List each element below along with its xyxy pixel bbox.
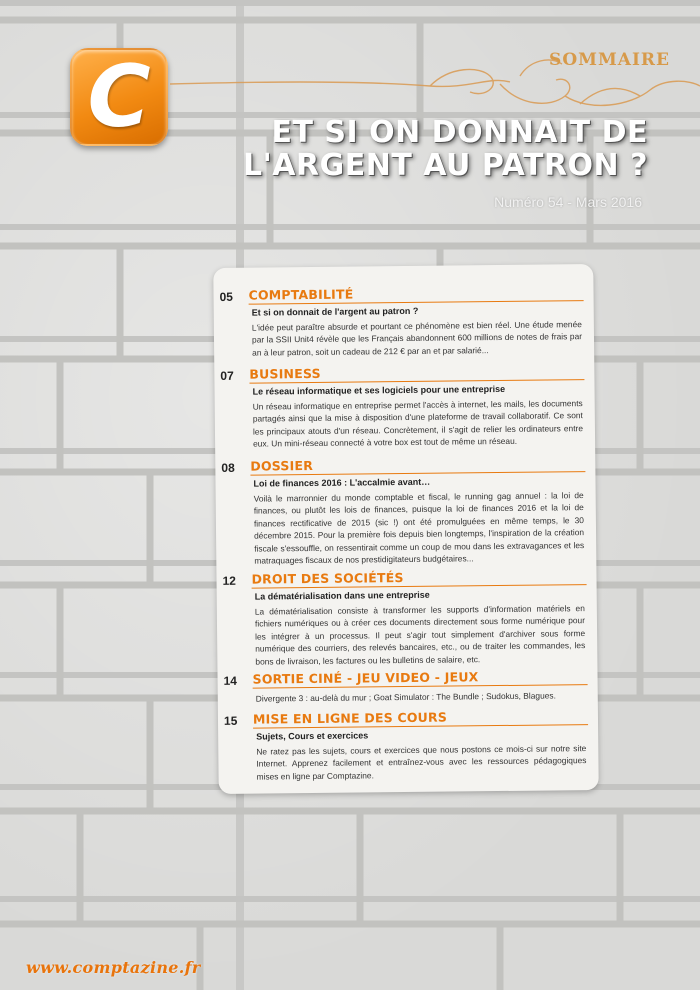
- toc-section-title: BUSINESS: [249, 365, 321, 382]
- cover-headline: [148, 116, 648, 182]
- logo-letter: C: [87, 47, 151, 147]
- toc-section-title: MISE EN LIGNE DES COURS: [252, 709, 448, 727]
- website-link[interactable]: www.comptazine.fr: [26, 958, 201, 977]
- toc-section-title: SORTIE CINÉ - JEU VIDEO - JEUX: [252, 669, 479, 687]
- toc-subtitle: Le réseau informatique et ses logiciels pour une entreprise: [252, 383, 506, 397]
- toc-subtitle: Loi de finances 2016 : L'accalmie avant…: [253, 476, 431, 489]
- toc-summary: Un réseau informatique en entreprise permet l'accès à internet, les mails, les documents partagés ainsi que la mise à disposition d'une plateforme de travail collaboratif. Ce sont les principaux atouts d'un réseau. Concrètement, il s'agit de relier les ordinateurs entre eux. Un mini-réseau connecté à votre box est tout de même un réseau.: [252, 398, 584, 449]
- toc-page-number: 15: [223, 713, 238, 728]
- toc-entry: [216, 570, 596, 667]
- headline-line-1: ET SI ON DONNAIT DE: [271, 115, 648, 150]
- toc-subtitle: La dématérialisation dans une entreprise: [254, 589, 430, 602]
- toc-subtitle: Et si on donnait de l'argent au patron ?: [251, 305, 419, 318]
- toc-summary: Voilà le marronnier du monde comptable et fiscal, le running gag annuel : la loi de finances, ou plutôt les lois de finances, puisque la loi de finances 2016 et la loi de finances rectificative de 2015 (sic !) ont été promulguées en même temps, le 30 décembre 2015. Pour la première fois depuis bien longtemps, l'inspiration de la création fiscale s'essouffle, on ressentirait comme un coup de mou dans les extravagances et les matraquages fiscaux de nos prestidigitateurs budgétaires...: [253, 490, 585, 566]
- toc-page-number: 08: [221, 460, 235, 475]
- toc-page-number: 07: [220, 368, 234, 383]
- toc-section-title: DOSSIER: [250, 457, 314, 474]
- toc-page-number: 12: [222, 573, 236, 588]
- section-label: SOMMAIRE: [549, 50, 670, 70]
- toc-entry: [218, 709, 598, 782]
- headline-line-2: L'ARGENT AU PATRON ?: [243, 148, 648, 183]
- toc-entry: [213, 286, 593, 358]
- toc-entry: [218, 669, 598, 704]
- toc-summary: Divergente 3 : au-delà du mur ; Goat Simulator : The Bundle ; Sudokus, Blagues.: [255, 690, 556, 704]
- toc-subtitle: Sujets, Cours et exercices: [256, 730, 369, 742]
- toc-entry: [214, 365, 594, 449]
- toc-entry: [215, 457, 595, 566]
- toc-section-title: DROIT DES SOCIÉTÉS: [251, 570, 404, 587]
- table-of-contents: [213, 264, 598, 794]
- toc-summary: La dématérialisation consiste à transformer les supports d'information matériels en fichiers numériques ou à créer ces documents directement sous forme numérique pour les intégrer à un processus. Il peut s'agir tout simplement d'archiver sous forme numérique des courriers, des relevés bancaires, etc., ou de traiter les commandes, les bons de livraison, les factures ou les bulletins de salaire, etc.: [254, 603, 586, 667]
- toc-summary: L'idée peut paraître absurde et pourtant ce phénomène est bien réel. Une étude menée par la SSII Unit4 révèle que les Français abandonnent 600 millions de notes de frais par an à leur patron, soit un cadeau de 212 € par an et par salarié...: [251, 319, 583, 358]
- toc-summary: Ne ratez pas les sujets, cours et exercices que nous postons ce mois-ci sur notre site Internet. Apprenez facilement et entraînez-vous avec les ressources pédagogiques mises en ligne par Comptazine.: [256, 743, 587, 782]
- issue-number: Numéro 54 - Mars 2016: [494, 194, 642, 210]
- toc-page-number: 05: [219, 289, 233, 304]
- toc-page-number: 14: [223, 673, 238, 688]
- toc-section-title: COMPTABILITÉ: [248, 286, 354, 303]
